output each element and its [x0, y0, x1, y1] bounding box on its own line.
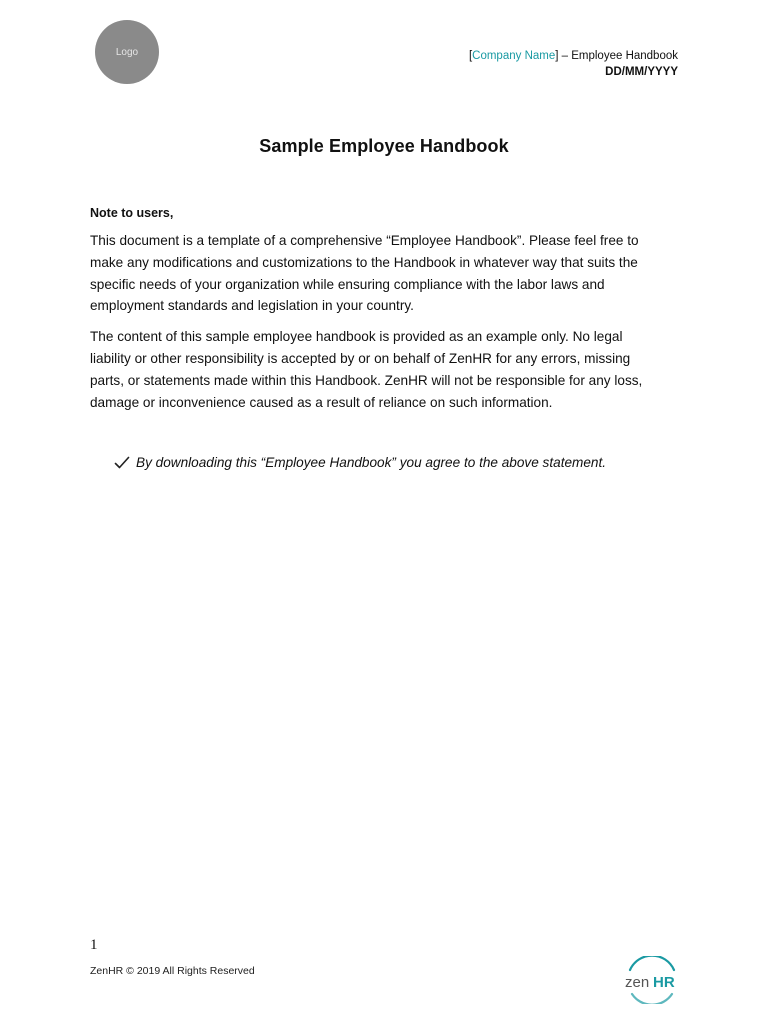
company-name-placeholder: Company Name	[472, 50, 556, 62]
document-header	[469, 48, 678, 80]
agreement-statement	[114, 455, 606, 470]
footer-copyright: ZenHR © 2019 All Rights Reserved	[90, 965, 255, 977]
document-body	[90, 204, 665, 422]
agreement-text: By downloading this “Employee Handbook” you agree to the above statement.	[136, 455, 607, 470]
logo-label: Logo	[115, 46, 139, 58]
header-date: DD/MM/YYYY	[605, 66, 678, 78]
brand-prefix: zen	[625, 974, 650, 991]
bracket-open: [	[468, 50, 473, 62]
brand-suffix: HR	[653, 974, 675, 991]
page-number: 1	[90, 937, 98, 953]
logo-placeholder	[95, 20, 159, 84]
header-title-line	[469, 48, 678, 64]
document-title: Sample Employee Handbook	[259, 136, 509, 156]
paragraph-disclaimer: The content of this sample employee handbook is provided as an example only. No legal liability or other responsibility is accepted by or on behalf of ZenHR for any errors, missing parts, or statements made within this Handbook. ZenHR will not be responsible for any loss, damage or inconvenience caused as a result of reliance on such information.	[90, 329, 643, 410]
zenhr-logo	[622, 956, 682, 1004]
paragraph-template-intro: This document is a template of a comprehensive “Employee Handbook”. Please feel free to make any modifications and customizations to the Handbook in whatever way that suits the specific needs of your organization while ensuring compliance with the labor laws and employment standards and legislation in your country.	[90, 233, 639, 314]
note-heading: Note to users,	[90, 206, 174, 220]
checkmark-icon	[114, 456, 130, 470]
header-subtitle: ] – Employee Handbook	[555, 50, 678, 62]
